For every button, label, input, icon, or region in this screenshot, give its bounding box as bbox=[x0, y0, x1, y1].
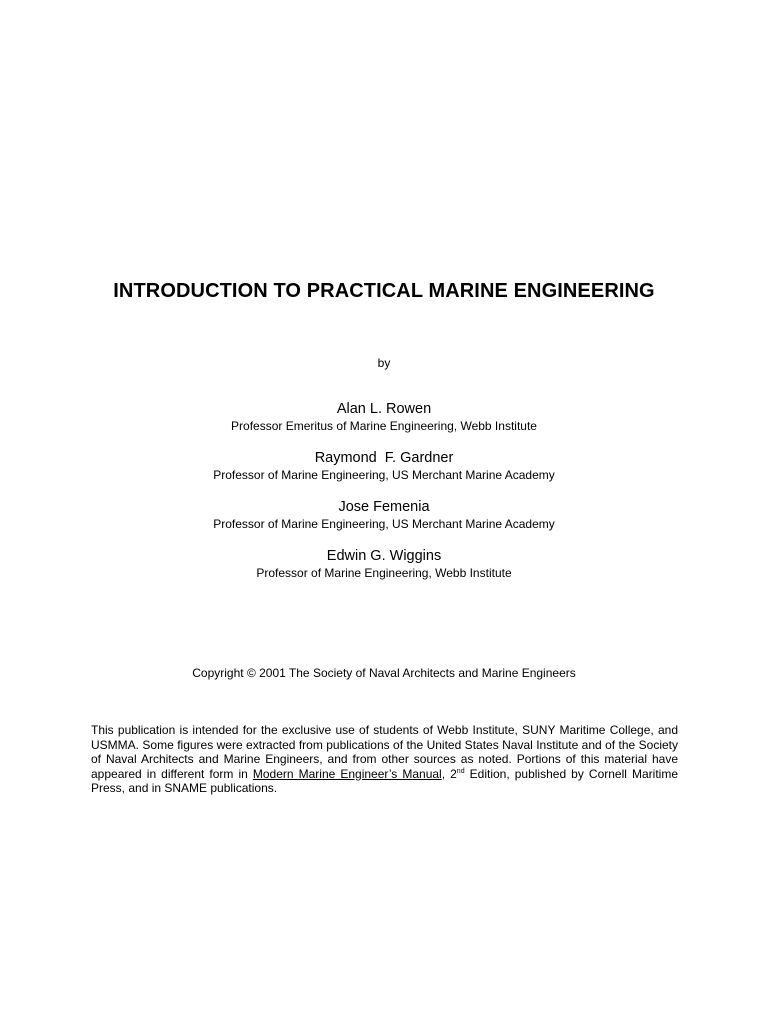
book-title: Modern Marine Engineer’s Manual bbox=[252, 766, 442, 781]
author-name: Jose Femenia bbox=[338, 499, 430, 515]
copyright-notice: Copyright © 2001 The Society of Naval Architects and Marine Engineers bbox=[192, 666, 576, 680]
author-entry bbox=[0, 547, 768, 581]
author-affiliation: Professor of Marine Engineering, Webb Institute bbox=[256, 566, 512, 580]
author-name: Alan L. Rowen bbox=[336, 401, 432, 417]
document-title: INTRODUCTION TO PRACTICAL MARINE ENGINEERING bbox=[113, 280, 655, 302]
publication-notice bbox=[91, 723, 678, 796]
author-name: Edwin G. Wiggins bbox=[326, 548, 442, 564]
notice-text-part1: This publication is intended for the exclusive use of students of Webb Institute, SUNY Maritime College, and USMMA. Some figures were extracted from publications of the United States Naval Institute and of the Society of Naval Architects and Marine Engineers, and from other sources as noted. Portions of this material have appeared in different form in bbox=[91, 723, 678, 781]
author-affiliation: Professor of Marine Engineering, US Merchant Marine Academy bbox=[213, 517, 555, 531]
author-affiliation: Professor Emeritus of Marine Engineering, Webb Institute bbox=[231, 419, 537, 433]
author-entry bbox=[0, 449, 768, 483]
by-line: by bbox=[377, 356, 391, 370]
author-name: Raymond F. Gardner bbox=[314, 450, 454, 466]
author-affiliation: Professor of Marine Engineering, US Merchant Marine Academy bbox=[213, 468, 555, 482]
notice-text-part2: , 2 bbox=[441, 766, 457, 781]
edition-superscript: nd bbox=[456, 767, 465, 775]
author-entry bbox=[0, 498, 768, 532]
notice-text-part3: Edition, published by Cornell Maritime Press, and in SNAME publications. bbox=[91, 766, 679, 795]
author-entry bbox=[0, 400, 768, 434]
